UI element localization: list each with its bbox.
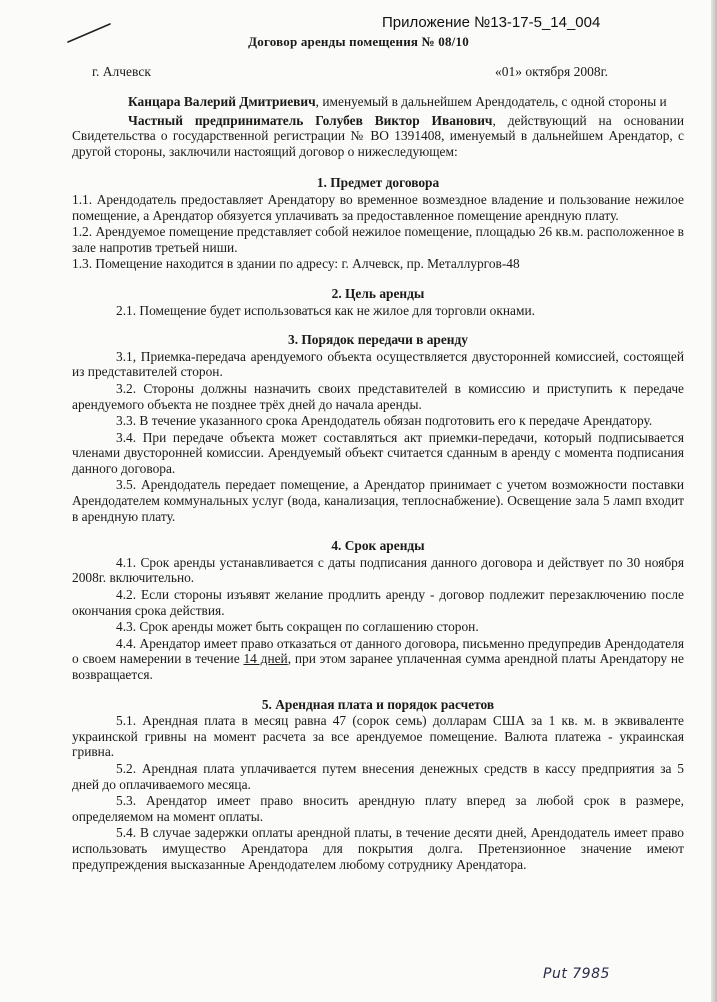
section-title-transfer: 3. Порядок передачи в аренду: [288, 332, 468, 348]
preamble-landlord: [72, 94, 684, 110]
clause-3-4: 3.4. При передаче объекта может составляться акт приемки-передачи, который подписывается членами двусторонней комиссии. Арендуемый объект считается сданным в аренду с момента подписания данного договора.: [72, 429, 684, 476]
clause-1-3: 1.3. Помещение находится в здании по адресу: г. Алчевск, пр. Металлургов-48: [72, 256, 520, 272]
clause-3-1: 3.1, Приемка-передача арендуемого объекта осуществляется двусторонней комиссией, состоящей из представителей сторон.: [72, 348, 684, 380]
landlord-text: , именуемый в дальнейшем Арендодатель, с одной стороны и: [315, 94, 667, 109]
clause-3-3: 3.3. В течение указанного срока Арендодатель обязан подготовить его к передаче Арендатору.: [116, 413, 653, 429]
clause-4-4-part-b: , при этом заранее уплаченная сумма арендной платы Арендатору не возвращается.: [72, 651, 684, 682]
section-title-payment: 5. Арендная плата и порядок расчетов: [261, 696, 495, 712]
clause-4-3: 4.3. Срок аренды может быть сокращен по соглашению сторон.: [116, 619, 479, 635]
clause-4-4: [72, 636, 684, 683]
document-title: Договор аренды помещения № 08/10: [248, 34, 469, 49]
annex-number: Приложение №13-17-5_14_004: [382, 14, 601, 31]
contract-date: «01» октября 2008г.: [495, 64, 609, 79]
clause-3-5: 3.5. Арендодатель передает помещение, а Арендатор принимает с учетом возможности поставки Арендодателем коммунальных услуг (вода, канализация, теплоснабжение). Освещение зала 5 ламп входит в арендную плату.: [72, 477, 684, 524]
section-title-purpose: 2. Цель аренды: [331, 285, 425, 301]
clause-5-1: 5.1. Арендная плата в месяц равна 47 (сорок семь) долларам США за 1 кв. м. в эквиваленте украинской гривны на момент расчета за все арендуемое помещение. Валюта платежа - украинская гривна.: [72, 713, 684, 760]
clause-5-4: 5.4. В случае задержки оплаты арендной платы, в течение десяти дней, Арендодатель имеет право использовать имущество Арендатора для покрытия долга. Претензионное значение имеют предупреждения высказанные Арендодателем любому сотруднику Арендатора.: [72, 825, 684, 872]
preamble: [72, 94, 684, 159]
clause-2-1: 2.1. Помещение будет использоваться как не жилое для торговли окнами.: [116, 302, 535, 318]
clause-4-4-part-a: 4.4. Арендатор имеет право отказаться от данного договора, письменно предупредив Арендодателя о своем намерении в течение: [72, 635, 684, 667]
notice-period: 14 дней: [243, 651, 288, 667]
document-body: [72, 94, 684, 872]
tenant-text: , действующий на основании Свидетельства о государственной регистрации № ВО 1391408, именуемый в дальнейшем Арендатор, с другой стороны, заключили настоящий договор о нижеследующем:: [72, 112, 684, 159]
section-title-term: 4. Срок аренды: [331, 538, 425, 554]
clause-4-2: 4.2. Если стороны изъявят желание продлить аренду - договор подлежит перезаключению после окончания срока действия.: [72, 587, 684, 618]
clause-4-1: 4.1. Срок аренды устанавливается с даты подписания данного договора и действует по 30 ноября 2008г. включительно.: [72, 554, 684, 586]
tenant-name: Частный предприниматель Голубев Виктор Иванович: [128, 112, 493, 128]
handwritten-note: Put 7985: [543, 966, 610, 982]
clause-1-2: 1.2. Арендуемое помещение представляет собой нежилое помещение, площадью 26 кв.м. расположенное в зале напротив третьей ниши.: [72, 224, 684, 255]
contract-place: г. Алчевск: [92, 64, 151, 79]
section-title-subject: 1. Предмет договора: [316, 175, 440, 191]
landlord-name: Канцара Валерий Дмитриевич: [128, 94, 316, 109]
clause-1-1: 1.1. Арендодатель предоставляет Арендатору во временное возмездное владение и пользование нежилое помещение, а Арендатор обязуется уплачивать за предоставленное помещение арендную плату.: [72, 191, 684, 223]
clause-3-2: 3.2. Стороны должны назначить своих представителей в комиссию и приступить к передаче арендуемого объекта не позднее трёх дней до начала аренды.: [72, 380, 684, 412]
clause-5-3: 5.3. Арендатор имеет право вносить арендную плату вперед за любой срок в размере, определяемом на момент оплаты.: [72, 793, 684, 824]
scan-edge-shadow: [711, 0, 717, 1002]
clause-5-2: 5.2. Арендная плата уплачивается путем внесения денежных средств в кассу предприятия за 5 дней до оплачиваемого месяца.: [72, 760, 684, 792]
preamble-tenant: [72, 113, 684, 160]
